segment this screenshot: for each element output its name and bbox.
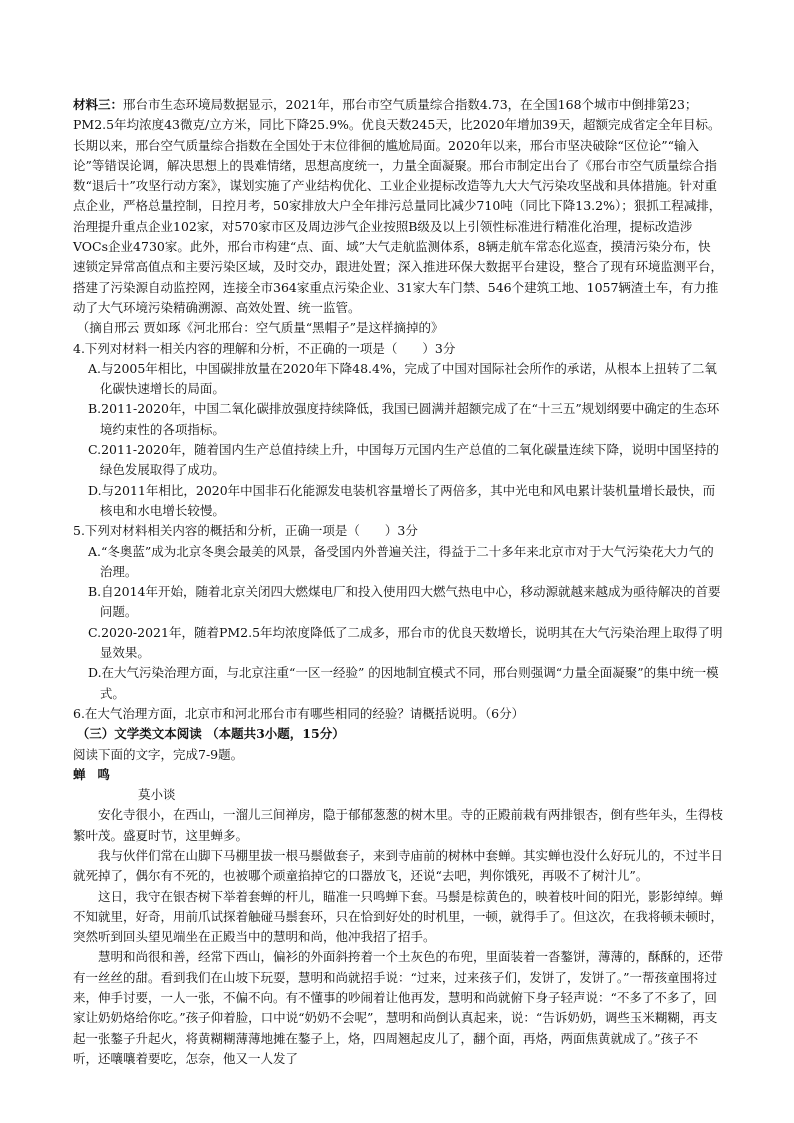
story-paragraph: 这日，我守在银杏树下举着套蝉的杆儿，瞄准一只鸣蝉下套。马鬃是棕黄色的，映着枝叶间的阳光，影影绰绰。蝉不知就里，好奇，用前爪试探着触碰马鬃套环，只在恰到好处的时机里，一顿，就得手了。但这次，在我将顿未顿时，突然听到回头望见端坐在正殿当中的慧明和尚，他冲我招了招手。 bbox=[73, 888, 724, 945]
material3-source: （摘自邢云 贾如琢《河北邢台：空气质量“黑帽子”是这样摘掉的》 bbox=[76, 320, 444, 336]
section-heading: （三）文学类文本阅读 （本题共3小题，15分） bbox=[76, 726, 345, 742]
question-5-option-b: B.自2014年开始，随着北京关闭四大燃煤电厂和投入使用四大燃气热电中心，移动源就越来越成为亟待解决的首要问题。 bbox=[88, 584, 721, 620]
question-5-option-a: A.“冬奥蓝”成为北京冬奥会最美的风景，备受国内外普遍关注，得益于二十多年来北京市对于大气污染花大力气的治理。 bbox=[88, 543, 714, 579]
question-4-option-a: A.与2005年相比，中国碳排放量在2020年下降48.4%，完成了中国对国际社会所作的承诺，从根本上扭转了二氧化碳快速增长的局面。 bbox=[88, 360, 717, 397]
story-paragraph: 安化寺很小，在西山，一溜儿三间禅房，隐于郁郁葱葱的树木里。寺的正殿前栽有两排银杏，倒有些年头，生得枝繁叶茂。盛夏时节，这里蝉多。 bbox=[73, 807, 724, 843]
question-5-stem: 5.下列对材料相关内容的概括和分析，正确一项是（ ）3分 bbox=[73, 523, 418, 539]
question-4-option-b: B.2011-2020年，中国二氧化碳排放强度持续降低，我国已圆满并超额完成了在“十三五”规划纲要中确定的生态环境约束性的各项指标。 bbox=[88, 401, 720, 437]
question-5-option-d: D.在大气污染治理方面，与北京注重“一区一经验” 的因地制宜模式不同，邢台则强调“力量全面凝聚”的集中统一模式。 bbox=[88, 665, 719, 701]
material3-paragraph bbox=[73, 95, 723, 318]
question-4-option-c: C.2011-2020年，随着国内生产总值持续上升，中国每万元国内生产总值的二氧化碳量连续下降，说明中国坚持的绿色发展取得了成功。 bbox=[88, 442, 719, 478]
document-page bbox=[73, 95, 723, 1069]
story-paragraph: 我与伙伴们常在山脚下马棚里拔一根马鬃做套子，来到寺庙前的树林中套蝉。其实蝉也没什么好玩儿的，不过半日就死掉了，偶尔有不死的，也被哪个顽童掐掉它的口器放飞，还说“去吧，判你饿死，再吸不了树汁儿”。 bbox=[73, 847, 724, 884]
question-6: 6.在大气治理方面，北京市和河北邢台市有哪些相同的经验？请概括说明。（6分） bbox=[73, 705, 525, 721]
story-paragraph: 慧明和尚很和善，经常下西山，偏衫的外面斜挎着一个土灰色的布兜，里面装着一沓鏊饼，薄薄的，酥酥的，还带有一丝丝的甜。看到我们在山坡下玩耍，慧明和尚就招手说：“过来，过来孩子们，发饼了，发饼了。”一帮孩童围将过来，伸手讨要，一人一张，不偏不向。有不懂事的吵闹着让他再发，慧明和尚就俯下身子轻声说：“不多了不多了，回家让奶奶烙给你吃。”孩子仰着脸，口中说“奶奶不会呢”，慧明和尚倒认真起来，说：“告诉奶奶，调些玉米糊糊，再支起一张鏊子升起火，将黄糊糊薄薄地摊在鏊子上，烙，四周翘起皮儿了，翻个面，再烙，两面焦黄就成了。”孩子不听，还嚷嚷着要吃，怎奈，他又一人发了 bbox=[73, 949, 724, 1066]
question-4-stem: 4.下列对材料一相关内容的理解和分析，不正确的一项是（ ）3分 bbox=[73, 340, 456, 356]
question-4-option-d: D.与2011年相比，2020年中国非石化能源发电装机容量增长了两倍多，其中光电和风电累计装机量增长最快，而核电和水电增长较慢。 bbox=[88, 482, 716, 518]
reading-instruction: 阅读下面的文字，完成7-9题。 bbox=[73, 746, 244, 762]
material3-label: 材料三： bbox=[73, 97, 124, 112]
material3-text: 邢台市生态环境局数据显示，2021年，邢台市空气质量综合指数4.73，在全国168个城市中倒排第23；PM2.5年均浓度43微克/立方米，同比下降25.9%。优良天数245天，比2020年增加39天，超额完成省定全年目标。长期以来，邢台空气质量综合指数在全国处于末位徘徊的尴尬局面。2020年以来，邢台市坚决破除“区位论”“输入论”等错误论调，解决思想上的畏难情绪，思想高度统一，力量全面凝聚。邢台市制定出台了《邢台市空气质量综合指数“退后十”攻坚行动方案》，谋划实施了产业结构优化、工业企业提标改造等九大大气污染攻坚战和具体措施。针对重点企业，严格总量控制，日控月考，50家排放大户全年排污总量同比减少710吨（同比下降13.2%）；狠抓工程减排，治理提升重点企业102家，对570家市区及周边涉气企业按照B级及以上引领性标准进行精准化治理，提标改造涉VOCs企业4730家。此外，邢台市构建“点、面、域”大气走航监测体系，8辆走航车常态化巡查，摸清污染分布，快速锁定异常高值点和主要污染区域，及时交办，跟进处置；深入推进环保大数据平台建设，整合了现有环境监测平台，搭建了污染源自动监控网，连接全市364家重点污染企业、31家大车门禁、546个建筑工地、1057辆渣土车，有力推动了大气环境污染精确溯源、高效处置、统一监管。 bbox=[73, 97, 724, 315]
story-author: 莫小谈 bbox=[138, 787, 176, 803]
question-5-option-c: C.2020-2021年，随着PM2.5年均浓度降低了二成多，邢台市的优良天数增长，说明其在大气污染治理上取得了明显效果。 bbox=[88, 624, 723, 661]
story-title: 蝉 鸣 bbox=[73, 766, 114, 782]
